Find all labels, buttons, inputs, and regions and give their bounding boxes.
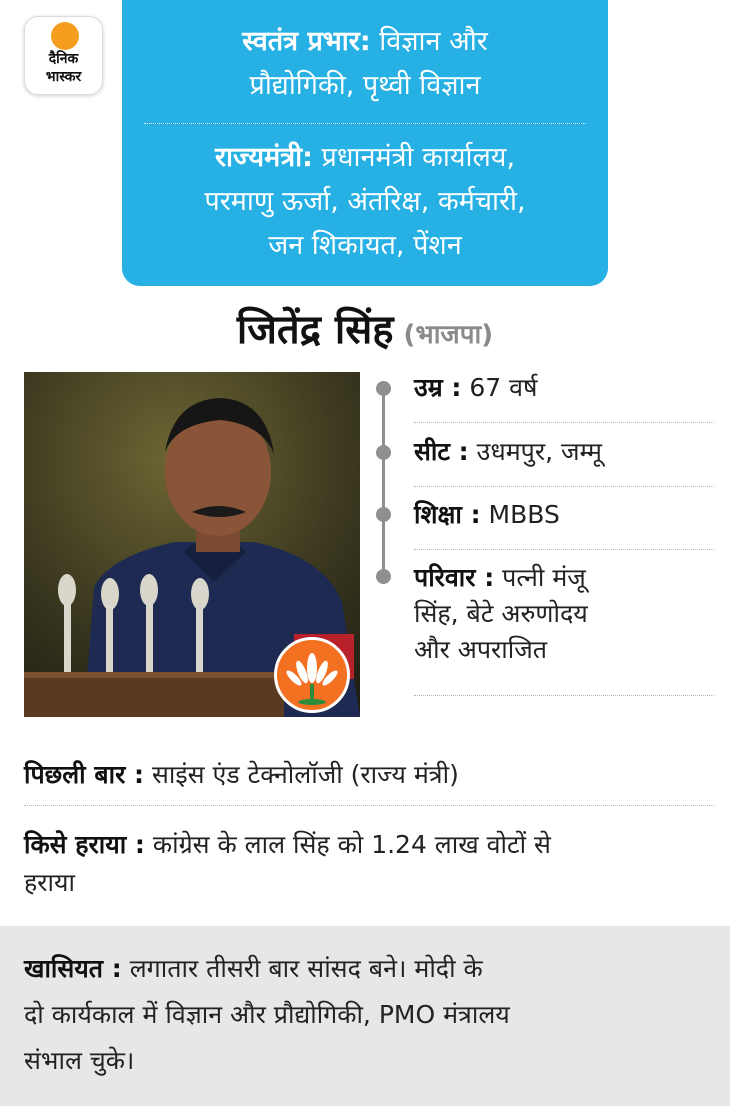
defeated-value-line-1: कांग्रेस के लाल सिंह को 1.24 लाख वोटों से (152, 830, 551, 859)
party-name: (भाजपा) (403, 320, 494, 350)
fact-divider (414, 486, 714, 487)
portfolio-box (122, 0, 608, 286)
independent-charge-label: स्वतंत्र प्रभार: (242, 26, 371, 57)
minister-photo (24, 372, 360, 717)
independent-charge-line-1: विज्ञान और (379, 26, 488, 57)
minister-of-state-line-2: परमाणु ऊर्जा, अंतरिक्ष, कर्मचारी, (204, 186, 526, 217)
seat-value: उधमपुर, जम्मू (476, 437, 602, 466)
speciality-label: खासियत : (24, 954, 122, 983)
defeated-value-line-2: हराया (24, 868, 75, 897)
fact-divider (414, 695, 714, 696)
family-label: परिवार : (414, 563, 495, 592)
timeline-dot (376, 569, 391, 584)
age-value: 67 वर्ष (469, 373, 538, 402)
logo-line-2: भास्कर (45, 69, 82, 85)
dainik-bhaskar-logo (24, 16, 103, 95)
seat-fact (414, 434, 602, 470)
defeated-label: किसे हराया : (24, 830, 145, 859)
fact-divider (414, 422, 714, 423)
timeline-dot (376, 445, 391, 460)
timeline-dot (376, 381, 391, 396)
education-fact (414, 497, 560, 533)
minister-of-state-line-1: प्रधानमंत्री कार्यालय, (321, 142, 516, 173)
education-value: MBBS (488, 500, 560, 529)
independent-charge-line-2: प्रौद्योगिकी, पृथ्वी विज्ञान (249, 70, 481, 101)
speciality-box (0, 926, 730, 1106)
minister-heading (0, 300, 730, 355)
minister-name: जितेंद्र सिंह (236, 307, 394, 353)
fact-divider (414, 549, 714, 550)
speciality-line-2: दो कार्यकाल में विज्ञान और प्रौद्योगिकी, PMO मंत्रालय (24, 1000, 510, 1029)
speciality-line-3: संभाल चुके। (24, 1046, 135, 1075)
seat-label: सीट : (414, 437, 469, 466)
timeline-dot (376, 507, 391, 522)
logo-line-1: दैनिक (48, 51, 79, 67)
age-fact (414, 370, 537, 406)
family-line-1: पत्नी मंजू (502, 563, 586, 592)
minister-of-state-block (122, 136, 608, 268)
row-divider (24, 805, 714, 806)
independent-charge-block (122, 20, 608, 108)
minister-of-state-line-3: जन शिकायत, पेंशन (268, 230, 462, 261)
previous-term-value: साइंस एंड टेक्नोलॉजी (राज्य मंत्री) (151, 760, 459, 789)
defeated-row (24, 826, 714, 902)
family-fact (414, 560, 588, 668)
previous-term-row (24, 756, 714, 794)
portfolio-divider (144, 123, 586, 124)
timeline-line (382, 384, 385, 584)
family-line-3: और अपराजित (414, 635, 548, 664)
age-label: उम्र : (414, 373, 462, 402)
speciality-line-1: लगातार तीसरी बार सांसद बने। मोदी के (129, 954, 483, 983)
bjp-lotus-logo (274, 637, 350, 713)
family-line-2: सिंह, बेटे अरुणोदय (414, 599, 588, 628)
sun-icon (51, 22, 79, 50)
education-label: शिक्षा : (414, 500, 481, 529)
previous-term-label: पिछली बार : (24, 760, 145, 789)
minister-of-state-label: राज्यमंत्री: (214, 142, 313, 173)
